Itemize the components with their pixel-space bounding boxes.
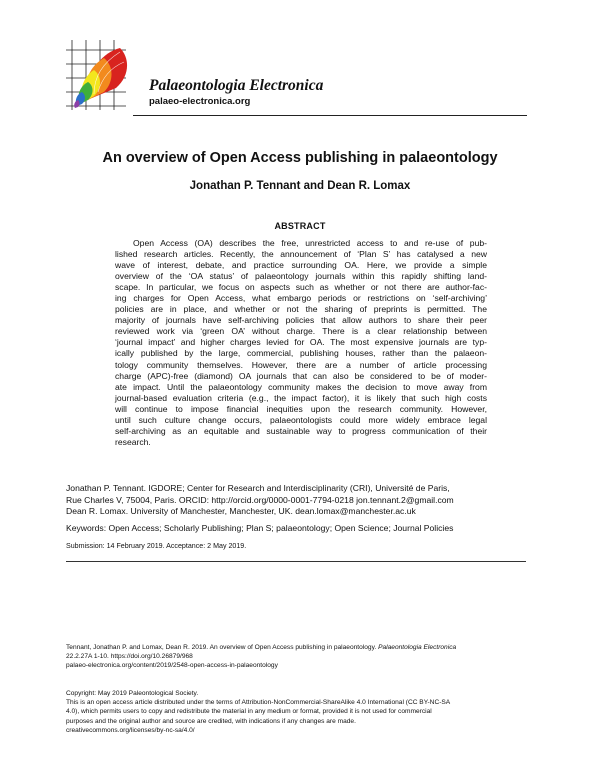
abstract-line: wave of interest, debate, and practice surrounding OA. Here, we provide a simple xyxy=(115,260,487,271)
abstract-line: policies are in place, and whether or not the sharing of preprints is permitted. The xyxy=(115,304,487,315)
header-divider xyxy=(133,115,527,116)
abstract-heading: ABSTRACT xyxy=(274,221,326,231)
abstract-line: until such culture change occurs, palaeontologists could more widely embrace legal xyxy=(115,414,487,425)
citation-text: Tennant, Jonathan P. and Lomax, Dean R. 2019. An overview of Open Access publishing in palaeontology. xyxy=(66,644,379,651)
abstract-line: charge (APC)-free (diamond) OA journals that can also be considered to be of moder- xyxy=(115,370,487,381)
license-line: 4.0), which permits users to copy and redistribute the material in any medium or format, provided it is not used for commercial xyxy=(66,708,432,716)
abstract-line: overview of the ‘OA status’ of palaeontology journals within this rapidly shifting land- xyxy=(115,271,487,282)
abstract-line: journal-based evaluation criteria (e.g., the impact factor), it is likely that such high costs xyxy=(115,392,487,403)
citation-journal: Palaeontologia Electronica xyxy=(378,644,457,651)
journal-logo-icon xyxy=(64,36,134,112)
abstract-line: tology community themselves. However, there are a number of article processing xyxy=(115,359,487,370)
submission-dates: Submission: 14 February 2019. Acceptance: 2 May 2019. xyxy=(66,542,247,550)
article-authors: Jonathan P. Tennant and Dean R. Lomax xyxy=(189,180,411,192)
article-title: An overview of Open Access publishing in palaeontology xyxy=(102,150,498,166)
author-affiliations xyxy=(66,483,526,518)
affiliation-line[interactable]: Dean R. Lomax. University of Manchester, Manchester, UK. dean.lomax@manchester.ac.uk xyxy=(66,506,416,517)
abstract-line: ically published by the large, commercial, publishing houses, rather than the palaeon- xyxy=(115,348,487,359)
license-line: This is an open access article distributed under the terms of Attribution-NonCommercial-ShareAlike 4.0 International (CC BY-NC-SA xyxy=(66,699,451,707)
license-block xyxy=(66,689,536,735)
citation-block xyxy=(66,643,536,671)
abstract-line: Open Access (OA) describes the free, unrestricted access to and re-use of pub- xyxy=(133,238,487,248)
abstract-line: ate impact. Until the palaeontology community makes the decision to move away from xyxy=(115,381,487,392)
affiliation-line: Jonathan P. Tennant. IGDORE; Center for Research and Interdisciplinarity (CRI), Université de Paris, xyxy=(66,483,450,493)
abstract-line: ‘journal impact’ and higher charges levied for OA. The most expensive journals are typ- xyxy=(115,337,487,348)
abstract-line: research. xyxy=(115,436,151,447)
citation-doi[interactable]: 22.2.27A 1-10. https://doi.org/10.26879/968 xyxy=(66,653,193,661)
section-divider xyxy=(66,561,526,562)
abstract-body xyxy=(115,238,487,448)
abstract-line: self-archiving as an equitable and sustainable way to progress communication of their xyxy=(115,425,487,436)
affiliation-line[interactable]: Rue Charles V, 75004, Paris. ORCID: http://orcid.org/0000-0001-7794-0218 jon.tennant.2@gmail.com xyxy=(66,494,454,505)
license-url[interactable]: creativecommons.org/licenses/by-nc-sa/4.0/ xyxy=(66,726,195,734)
journal-name: Palaeontologia Electronica xyxy=(149,77,324,94)
abstract-line: will continue to impose financial inequities upon the research community. However, xyxy=(115,403,487,414)
abstract-line: reviewed work via ‘green OA’ without charge. There is a clear relationship between xyxy=(115,326,487,337)
abstract-line: ing charges for Open Access, what embargo periods or restrictions on ‘self-archiving’ xyxy=(115,293,487,304)
keywords: Keywords: Open Access; Scholarly Publishing; Plan S; palaeontology; Open Science; Journal Policies xyxy=(66,523,454,533)
license-line: purposes and the original author and source are credited, with indications if any changes are made. xyxy=(66,717,356,725)
journal-url[interactable]: palaeo-electronica.org xyxy=(149,96,251,107)
citation-line xyxy=(66,643,536,652)
abstract-line: majority of journals have self-archiving policies that allow authors to share their peer xyxy=(115,315,487,326)
abstract-line: lished research articles. Recently, the announcement of ‘Plan S’ has catalysed a new xyxy=(115,249,487,260)
citation-url[interactable]: palaeo-electronica.org/content/2019/2548-open-access-in-palaeontology xyxy=(66,662,278,670)
abstract-line: scape. In particular, we focus on aspects such as whether or not there are author-fac- xyxy=(115,282,487,293)
copyright-line: Copyright: May 2019 Paleontological Society. xyxy=(66,690,199,697)
